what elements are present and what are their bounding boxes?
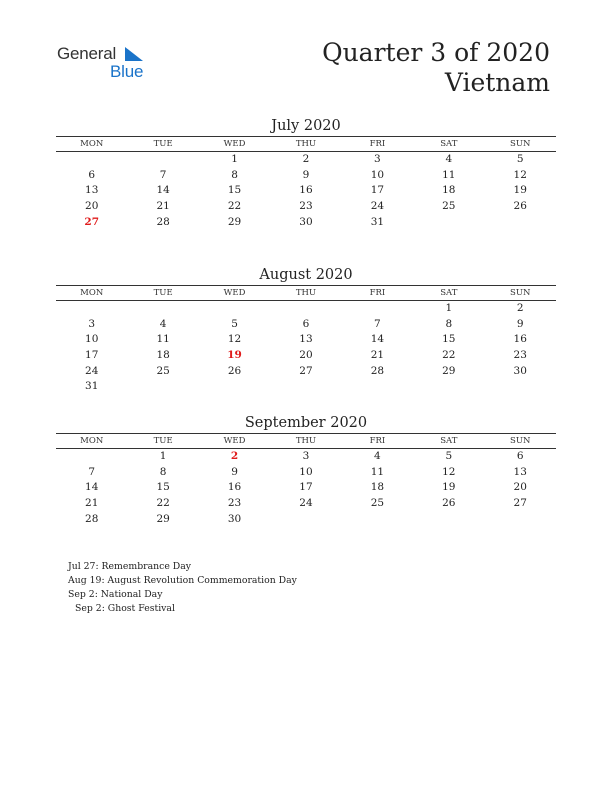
- date-cell: 25: [370, 497, 385, 510]
- weekday-header: [56, 285, 556, 301]
- weekday-label: SAT: [440, 436, 458, 446]
- date-cell: 23: [227, 497, 242, 510]
- date-cell: 17: [299, 481, 313, 494]
- date-cell: [56, 301, 127, 317]
- date-cell: [127, 301, 198, 317]
- date-cell: 5: [516, 153, 524, 165]
- date-cell: 26: [227, 364, 242, 377]
- date-cell: 6: [302, 317, 310, 330]
- date-cell: 28: [370, 364, 385, 377]
- date-cell: 23: [299, 200, 313, 213]
- week-row: [56, 168, 556, 184]
- date-cell: 9: [302, 168, 310, 181]
- date-cell: 19: [513, 184, 527, 197]
- date-cell: 1: [231, 153, 238, 165]
- weekday-label: WED: [223, 436, 246, 446]
- week-row: [56, 364, 556, 380]
- weekday-label: FRI: [369, 436, 386, 446]
- date-cell: 20: [85, 200, 99, 213]
- holiday-note: Jul 27: Remembrance Day: [68, 561, 192, 572]
- date-cell: 12: [227, 333, 242, 346]
- date-cell: 31: [370, 215, 385, 228]
- date-cell: 9: [231, 465, 238, 478]
- date-cell: 1: [159, 450, 167, 462]
- date-cell: 21: [370, 349, 385, 362]
- date-cell: [485, 512, 556, 528]
- date-cell: [413, 379, 484, 395]
- brand-word-general: General: [57, 44, 117, 63]
- month-calendar: [56, 265, 556, 395]
- holiday-note: Sep 2: Ghost Festival: [75, 603, 175, 614]
- date-cell: 9: [516, 317, 524, 330]
- date-cell: 23: [513, 349, 527, 362]
- holiday-date: 27: [84, 215, 100, 228]
- date-cell: 12: [513, 168, 527, 181]
- date-cell: 3: [374, 153, 381, 165]
- date-cell: [342, 301, 413, 317]
- date-cell: 7: [374, 317, 381, 330]
- date-cell: 11: [156, 333, 170, 346]
- date-cell: 26: [513, 200, 527, 213]
- date-cell: [270, 301, 341, 317]
- holiday-date: 19: [227, 349, 242, 362]
- date-cell: 15: [156, 481, 170, 494]
- date-cell: 18: [442, 184, 456, 197]
- holiday-note: Aug 19: August Revolution Commemoration Day: [68, 575, 297, 586]
- weekday-label: MON: [80, 139, 104, 149]
- weekday-label: WED: [223, 288, 246, 298]
- weekday-label: TUE: [153, 288, 173, 298]
- date-cell: [485, 379, 556, 395]
- date-cell: 22: [156, 497, 170, 510]
- page-title: [322, 38, 550, 98]
- week-row: [56, 215, 556, 231]
- weekday-label: MON: [80, 288, 104, 298]
- date-cell: 29: [442, 364, 456, 377]
- weekday-label: THU: [295, 436, 317, 446]
- date-cell: 14: [85, 481, 99, 494]
- holiday-note: Sep 2: National Day: [68, 589, 163, 600]
- date-cell: 25: [442, 200, 456, 213]
- date-cell: 5: [445, 450, 453, 462]
- date-cell: [199, 301, 270, 317]
- date-cell: 21: [85, 497, 99, 510]
- date-cell: 8: [231, 168, 238, 181]
- date-cell: 1: [445, 302, 453, 314]
- date-cell: 25: [156, 364, 170, 377]
- weekday-label: FRI: [369, 139, 386, 149]
- weekday-label: TUE: [153, 139, 173, 149]
- date-cell: 27: [299, 364, 313, 377]
- date-cell: 27: [513, 497, 527, 510]
- date-cell: 30: [299, 215, 313, 228]
- date-cell: 22: [227, 200, 242, 213]
- date-cell: [56, 449, 127, 465]
- week-row: [56, 348, 556, 364]
- holiday-notes: [68, 560, 297, 616]
- date-cell: 3: [88, 317, 96, 330]
- date-cell: 24: [85, 364, 99, 377]
- month-calendar: [56, 413, 556, 527]
- date-cell: 7: [88, 465, 96, 478]
- weekday-label: SAT: [440, 139, 458, 149]
- date-cell: [413, 512, 484, 528]
- holiday-date: 2: [230, 450, 239, 462]
- week-row: [56, 332, 556, 348]
- date-cell: [270, 379, 341, 395]
- date-cell: 30: [227, 512, 242, 525]
- weekday-label: MON: [80, 436, 104, 446]
- date-cell: [485, 215, 556, 231]
- month-title: September 2020: [244, 415, 368, 431]
- weekday-label: SUN: [510, 436, 531, 446]
- date-cell: 16: [299, 184, 313, 197]
- date-cell: 12: [442, 465, 456, 478]
- weekday-label: FRI: [369, 288, 386, 298]
- date-cell: 24: [299, 497, 313, 510]
- weekday-label: THU: [295, 139, 317, 149]
- date-cell: 10: [370, 168, 385, 181]
- date-cell: [342, 379, 413, 395]
- date-cell: 11: [442, 168, 456, 181]
- date-cell: 2: [302, 153, 310, 165]
- date-cell: 20: [299, 349, 313, 362]
- date-cell: 2: [516, 302, 524, 314]
- title-country: Vietnam: [444, 68, 550, 97]
- date-cell: 26: [442, 497, 456, 510]
- date-cell: 8: [159, 465, 167, 478]
- date-cell: 22: [442, 349, 456, 362]
- title-quarter: Quarter 3 of 2020: [322, 38, 550, 67]
- date-cell: 30: [513, 364, 527, 377]
- date-cell: 24: [370, 200, 385, 213]
- date-cell: 7: [159, 168, 167, 181]
- brand-logo: [57, 44, 177, 84]
- brand-word-blue: Blue: [110, 62, 144, 81]
- date-cell: 28: [156, 215, 170, 228]
- date-cell: [56, 152, 127, 168]
- date-cell: [127, 379, 198, 395]
- date-cell: [342, 512, 413, 528]
- week-row: [56, 379, 556, 395]
- weekday-label: THU: [295, 288, 317, 298]
- date-cell: 13: [513, 465, 527, 478]
- week-row: [56, 183, 556, 199]
- date-cell: 20: [513, 481, 527, 494]
- date-cell: 15: [442, 333, 456, 346]
- date-cell: 28: [85, 512, 99, 525]
- date-cell: 19: [442, 481, 456, 494]
- weekday-label: SUN: [510, 288, 531, 298]
- date-cell: 8: [445, 317, 453, 330]
- date-cell: 4: [159, 317, 167, 330]
- date-cell: 4: [374, 450, 381, 462]
- date-cell: 13: [85, 184, 99, 197]
- week-row: [56, 496, 556, 512]
- date-cell: 3: [302, 450, 310, 462]
- date-cell: 18: [370, 481, 385, 494]
- week-row: [56, 152, 556, 168]
- weekday-label: SUN: [510, 139, 531, 149]
- date-cell: 18: [156, 349, 170, 362]
- date-cell: 29: [227, 215, 242, 228]
- week-row: [56, 512, 556, 528]
- date-cell: 16: [513, 333, 527, 346]
- logo-triangle-icon: [123, 45, 145, 63]
- date-cell: 17: [370, 184, 385, 197]
- month-calendar: [56, 116, 556, 230]
- date-cell: 6: [516, 450, 524, 462]
- date-cell: [199, 379, 270, 395]
- date-cell: 11: [370, 465, 385, 478]
- date-cell: 6: [88, 168, 96, 181]
- date-cell: 10: [85, 333, 99, 346]
- date-cell: 14: [370, 333, 385, 346]
- date-cell: 15: [227, 184, 242, 197]
- date-cell: 5: [231, 317, 238, 330]
- weekday-label: SAT: [440, 288, 458, 298]
- date-cell: 13: [299, 333, 313, 346]
- date-cell: 10: [299, 465, 313, 478]
- month-title: July 2020: [271, 118, 341, 134]
- date-cell: [127, 152, 198, 168]
- date-cell: 29: [156, 512, 170, 525]
- date-cell: [413, 215, 484, 231]
- date-cell: 17: [85, 349, 99, 362]
- date-cell: 4: [445, 153, 453, 165]
- date-cell: [270, 512, 341, 528]
- week-row: [56, 449, 556, 465]
- weekday-label: WED: [223, 139, 246, 149]
- week-row: [56, 317, 556, 333]
- date-cell: 21: [156, 200, 170, 213]
- date-cell: 16: [227, 481, 242, 494]
- weekday-header: [56, 433, 556, 449]
- date-cell: 31: [85, 380, 99, 393]
- month-title: August 2020: [259, 267, 353, 283]
- weekday-header: [56, 136, 556, 152]
- week-row: [56, 480, 556, 496]
- weekday-label: TUE: [153, 436, 173, 446]
- date-cell: 14: [156, 184, 170, 197]
- week-row: [56, 465, 556, 481]
- week-row: [56, 301, 556, 317]
- week-row: [56, 199, 556, 215]
